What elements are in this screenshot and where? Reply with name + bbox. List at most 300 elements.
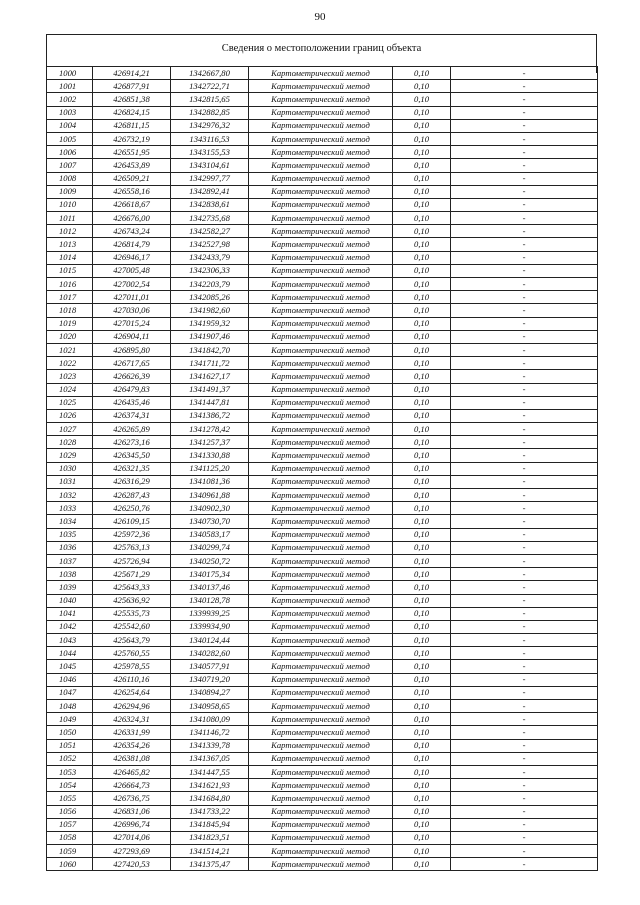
point-number-cell: 1030 xyxy=(47,462,93,475)
table-row xyxy=(47,647,598,660)
description-cell: - xyxy=(451,198,598,211)
x-coordinate-cell: 425671,29 xyxy=(93,568,171,581)
precision-cell: 0,10 xyxy=(393,686,451,699)
description-cell: - xyxy=(451,818,598,831)
x-coordinate-cell: 425535,73 xyxy=(93,607,171,620)
table-row xyxy=(47,515,598,528)
precision-cell: 0,10 xyxy=(393,779,451,792)
y-coordinate-cell: 1340902,30 xyxy=(171,502,249,515)
x-coordinate-cell: 426324,31 xyxy=(93,713,171,726)
precision-cell: 0,10 xyxy=(393,278,451,291)
precision-cell: 0,10 xyxy=(393,436,451,449)
point-number-cell: 1008 xyxy=(47,172,93,185)
x-coordinate-cell: 426381,08 xyxy=(93,752,171,765)
precision-cell: 0,10 xyxy=(393,106,451,119)
description-cell: - xyxy=(451,713,598,726)
description-cell: - xyxy=(451,423,598,436)
x-coordinate-cell: 426895,80 xyxy=(93,343,171,356)
y-coordinate-cell: 1341823,51 xyxy=(171,831,249,844)
table-row xyxy=(47,594,598,607)
point-number-cell: 1058 xyxy=(47,831,93,844)
method-cell: Картометрический метод xyxy=(249,594,393,607)
description-cell: - xyxy=(451,291,598,304)
method-cell: Картометрический метод xyxy=(249,818,393,831)
method-cell: Картометрический метод xyxy=(249,792,393,805)
x-coordinate-cell: 427420,53 xyxy=(93,858,171,871)
x-coordinate-cell: 426331,99 xyxy=(93,726,171,739)
y-coordinate-cell: 1342527,98 xyxy=(171,238,249,251)
table-row xyxy=(47,159,598,172)
x-coordinate-cell: 426736,75 xyxy=(93,792,171,805)
description-cell: - xyxy=(451,594,598,607)
precision-cell: 0,10 xyxy=(393,291,451,304)
y-coordinate-cell: 1341959,32 xyxy=(171,317,249,330)
y-coordinate-cell: 1341982,60 xyxy=(171,304,249,317)
x-coordinate-cell: 427002,54 xyxy=(93,278,171,291)
precision-cell: 0,10 xyxy=(393,568,451,581)
point-number-cell: 1013 xyxy=(47,238,93,251)
table-row xyxy=(47,620,598,633)
precision-cell: 0,10 xyxy=(393,185,451,198)
x-coordinate-cell: 426551,95 xyxy=(93,146,171,159)
table-row xyxy=(47,423,598,436)
x-coordinate-cell: 426814,79 xyxy=(93,238,171,251)
precision-cell: 0,10 xyxy=(393,146,451,159)
description-cell: - xyxy=(451,502,598,515)
point-number-cell: 1045 xyxy=(47,660,93,673)
description-cell: - xyxy=(451,449,598,462)
precision-cell: 0,10 xyxy=(393,581,451,594)
x-coordinate-cell: 426479,83 xyxy=(93,383,171,396)
y-coordinate-cell: 1341367,05 xyxy=(171,752,249,765)
description-cell: - xyxy=(451,752,598,765)
table-row xyxy=(47,93,598,106)
method-cell: Картометрический метод xyxy=(249,304,393,317)
method-cell: Картометрический метод xyxy=(249,568,393,581)
table-row xyxy=(47,146,598,159)
y-coordinate-cell: 1342203,79 xyxy=(171,278,249,291)
method-cell: Картометрический метод xyxy=(249,713,393,726)
point-number-cell: 1018 xyxy=(47,304,93,317)
point-number-cell: 1020 xyxy=(47,330,93,343)
table-body xyxy=(47,67,598,871)
description-cell: - xyxy=(451,647,598,660)
description-cell: - xyxy=(451,304,598,317)
table-row xyxy=(47,581,598,594)
method-cell: Картометрический метод xyxy=(249,528,393,541)
point-number-cell: 1027 xyxy=(47,423,93,436)
x-coordinate-cell: 426996,74 xyxy=(93,818,171,831)
table-row xyxy=(47,251,598,264)
precision-cell: 0,10 xyxy=(393,700,451,713)
description-cell: - xyxy=(451,93,598,106)
method-cell: Картометрический метод xyxy=(249,541,393,554)
table-row xyxy=(47,554,598,567)
y-coordinate-cell: 1340128,78 xyxy=(171,594,249,607)
method-cell: Картометрический метод xyxy=(249,607,393,620)
x-coordinate-cell: 426354,26 xyxy=(93,739,171,752)
point-number-cell: 1011 xyxy=(47,212,93,225)
table-row xyxy=(47,528,598,541)
point-number-cell: 1024 xyxy=(47,383,93,396)
point-number-cell: 1002 xyxy=(47,93,93,106)
description-cell: - xyxy=(451,700,598,713)
table-row xyxy=(47,67,598,80)
point-number-cell: 1019 xyxy=(47,317,93,330)
table-row xyxy=(47,106,598,119)
description-cell: - xyxy=(451,278,598,291)
y-coordinate-cell: 1342722,71 xyxy=(171,80,249,93)
method-cell: Картометрический метод xyxy=(249,383,393,396)
description-cell: - xyxy=(451,489,598,502)
method-cell: Картометрический метод xyxy=(249,462,393,475)
precision-cell: 0,10 xyxy=(393,93,451,106)
table-row xyxy=(47,462,598,475)
point-number-cell: 1048 xyxy=(47,700,93,713)
table-row xyxy=(47,634,598,647)
y-coordinate-cell: 1340299,74 xyxy=(171,541,249,554)
point-number-cell: 1034 xyxy=(47,515,93,528)
method-cell: Картометрический метод xyxy=(249,647,393,660)
precision-cell: 0,10 xyxy=(393,726,451,739)
method-cell: Картометрический метод xyxy=(249,739,393,752)
method-cell: Картометрический метод xyxy=(249,278,393,291)
method-cell: Картометрический метод xyxy=(249,185,393,198)
point-number-cell: 1023 xyxy=(47,370,93,383)
y-coordinate-cell: 1341711,72 xyxy=(171,357,249,370)
x-coordinate-cell: 426374,31 xyxy=(93,409,171,422)
table-row xyxy=(47,449,598,462)
precision-cell: 0,10 xyxy=(393,792,451,805)
x-coordinate-cell: 426558,16 xyxy=(93,185,171,198)
y-coordinate-cell: 1340124,44 xyxy=(171,634,249,647)
x-coordinate-cell: 425643,79 xyxy=(93,634,171,647)
description-cell: - xyxy=(451,673,598,686)
point-number-cell: 1022 xyxy=(47,357,93,370)
x-coordinate-cell: 426254,64 xyxy=(93,686,171,699)
method-cell: Картометрический метод xyxy=(249,343,393,356)
point-number-cell: 1042 xyxy=(47,620,93,633)
point-number-cell: 1026 xyxy=(47,409,93,422)
x-coordinate-cell: 426110,16 xyxy=(93,673,171,686)
precision-cell: 0,10 xyxy=(393,119,451,132)
description-cell: - xyxy=(451,739,598,752)
y-coordinate-cell: 1340894,27 xyxy=(171,686,249,699)
description-cell: - xyxy=(451,370,598,383)
description-cell: - xyxy=(451,251,598,264)
table-row xyxy=(47,317,598,330)
table-row xyxy=(47,818,598,831)
method-cell: Картометрический метод xyxy=(249,845,393,858)
x-coordinate-cell: 426321,35 xyxy=(93,462,171,475)
table-row xyxy=(47,502,598,515)
description-cell: - xyxy=(451,185,598,198)
precision-cell: 0,10 xyxy=(393,831,451,844)
description-cell: - xyxy=(451,80,598,93)
table-row xyxy=(47,409,598,422)
method-cell: Картометрический метод xyxy=(249,475,393,488)
method-cell: Картометрический метод xyxy=(249,449,393,462)
x-coordinate-cell: 426717,65 xyxy=(93,357,171,370)
table-row xyxy=(47,291,598,304)
precision-cell: 0,10 xyxy=(393,251,451,264)
method-cell: Картометрический метод xyxy=(249,93,393,106)
method-cell: Картометрический метод xyxy=(249,119,393,132)
description-cell: - xyxy=(451,264,598,277)
method-cell: Картометрический метод xyxy=(249,726,393,739)
x-coordinate-cell: 427011,01 xyxy=(93,291,171,304)
y-coordinate-cell: 1341627,17 xyxy=(171,370,249,383)
y-coordinate-cell: 1343155,53 xyxy=(171,146,249,159)
point-number-cell: 1056 xyxy=(47,805,93,818)
description-cell: - xyxy=(451,581,598,594)
y-coordinate-cell: 1341278,42 xyxy=(171,423,249,436)
point-number-cell: 1054 xyxy=(47,779,93,792)
precision-cell: 0,10 xyxy=(393,462,451,475)
table-row xyxy=(47,792,598,805)
description-cell: - xyxy=(451,146,598,159)
table-row xyxy=(47,172,598,185)
method-cell: Картометрический метод xyxy=(249,515,393,528)
coordinates-table xyxy=(46,66,598,871)
x-coordinate-cell: 425636,92 xyxy=(93,594,171,607)
precision-cell: 0,10 xyxy=(393,357,451,370)
method-cell: Картометрический метод xyxy=(249,554,393,567)
x-coordinate-cell: 425760,55 xyxy=(93,647,171,660)
method-cell: Картометрический метод xyxy=(249,132,393,145)
y-coordinate-cell: 1342882,85 xyxy=(171,106,249,119)
precision-cell: 0,10 xyxy=(393,541,451,554)
x-coordinate-cell: 425978,55 xyxy=(93,660,171,673)
y-coordinate-cell: 1342582,27 xyxy=(171,225,249,238)
point-number-cell: 1051 xyxy=(47,739,93,752)
precision-cell: 0,10 xyxy=(393,845,451,858)
point-number-cell: 1031 xyxy=(47,475,93,488)
precision-cell: 0,10 xyxy=(393,172,451,185)
y-coordinate-cell: 1340719,20 xyxy=(171,673,249,686)
point-number-cell: 1035 xyxy=(47,528,93,541)
table-row xyxy=(47,80,598,93)
y-coordinate-cell: 1342735,68 xyxy=(171,212,249,225)
description-cell: - xyxy=(451,396,598,409)
table-row xyxy=(47,304,598,317)
point-number-cell: 1028 xyxy=(47,436,93,449)
y-coordinate-cell: 1342892,41 xyxy=(171,185,249,198)
x-coordinate-cell: 426316,29 xyxy=(93,475,171,488)
point-number-cell: 1036 xyxy=(47,541,93,554)
point-number-cell: 1040 xyxy=(47,594,93,607)
description-cell: - xyxy=(451,225,598,238)
x-coordinate-cell: 425542,60 xyxy=(93,620,171,633)
y-coordinate-cell: 1341621,93 xyxy=(171,779,249,792)
precision-cell: 0,10 xyxy=(393,409,451,422)
description-cell: - xyxy=(451,119,598,132)
y-coordinate-cell: 1342997,77 xyxy=(171,172,249,185)
precision-cell: 0,10 xyxy=(393,132,451,145)
precision-cell: 0,10 xyxy=(393,304,451,317)
description-cell: - xyxy=(451,343,598,356)
precision-cell: 0,10 xyxy=(393,238,451,251)
description-cell: - xyxy=(451,541,598,554)
x-coordinate-cell: 426877,91 xyxy=(93,80,171,93)
y-coordinate-cell: 1342667,80 xyxy=(171,67,249,80)
method-cell: Картометрический метод xyxy=(249,198,393,211)
x-coordinate-cell: 426851,38 xyxy=(93,93,171,106)
table-row xyxy=(47,739,598,752)
table-row xyxy=(47,330,598,343)
y-coordinate-cell: 1341684,80 xyxy=(171,792,249,805)
x-coordinate-cell: 427293,69 xyxy=(93,845,171,858)
table-row xyxy=(47,489,598,502)
method-cell: Картометрический метод xyxy=(249,831,393,844)
table-row xyxy=(47,713,598,726)
point-number-cell: 1059 xyxy=(47,845,93,858)
method-cell: Картометрический метод xyxy=(249,251,393,264)
y-coordinate-cell: 1340730,70 xyxy=(171,515,249,528)
y-coordinate-cell: 1341125,20 xyxy=(171,462,249,475)
y-coordinate-cell: 1341491,37 xyxy=(171,383,249,396)
point-number-cell: 1055 xyxy=(47,792,93,805)
description-cell: - xyxy=(451,620,598,633)
description-cell: - xyxy=(451,726,598,739)
method-cell: Картометрический метод xyxy=(249,212,393,225)
y-coordinate-cell: 1341447,81 xyxy=(171,396,249,409)
precision-cell: 0,10 xyxy=(393,818,451,831)
table-row xyxy=(47,383,598,396)
precision-cell: 0,10 xyxy=(393,752,451,765)
method-cell: Картометрический метод xyxy=(249,106,393,119)
method-cell: Картометрический метод xyxy=(249,436,393,449)
x-coordinate-cell: 426743,24 xyxy=(93,225,171,238)
y-coordinate-cell: 1340577,91 xyxy=(171,660,249,673)
table-row xyxy=(47,119,598,132)
y-coordinate-cell: 1341339,78 xyxy=(171,739,249,752)
method-cell: Картометрический метод xyxy=(249,330,393,343)
method-cell: Картометрический метод xyxy=(249,765,393,778)
description-cell: - xyxy=(451,845,598,858)
method-cell: Картометрический метод xyxy=(249,779,393,792)
precision-cell: 0,10 xyxy=(393,647,451,660)
description-cell: - xyxy=(451,805,598,818)
description-cell: - xyxy=(451,634,598,647)
x-coordinate-cell: 425972,36 xyxy=(93,528,171,541)
precision-cell: 0,10 xyxy=(393,489,451,502)
precision-cell: 0,10 xyxy=(393,317,451,330)
x-coordinate-cell: 426509,21 xyxy=(93,172,171,185)
table-row xyxy=(47,475,598,488)
precision-cell: 0,10 xyxy=(393,673,451,686)
point-number-cell: 1015 xyxy=(47,264,93,277)
point-number-cell: 1046 xyxy=(47,673,93,686)
point-number-cell: 1032 xyxy=(47,489,93,502)
method-cell: Картометрический метод xyxy=(249,700,393,713)
method-cell: Картометрический метод xyxy=(249,146,393,159)
method-cell: Картометрический метод xyxy=(249,172,393,185)
table-row xyxy=(47,805,598,818)
precision-cell: 0,10 xyxy=(393,449,451,462)
method-cell: Картометрический метод xyxy=(249,159,393,172)
description-cell: - xyxy=(451,330,598,343)
point-number-cell: 1000 xyxy=(47,67,93,80)
table-row xyxy=(47,343,598,356)
method-cell: Картометрический метод xyxy=(249,225,393,238)
point-number-cell: 1010 xyxy=(47,198,93,211)
point-number-cell: 1017 xyxy=(47,291,93,304)
table-row xyxy=(47,541,598,554)
x-coordinate-cell: 426732,19 xyxy=(93,132,171,145)
description-cell: - xyxy=(451,409,598,422)
precision-cell: 0,10 xyxy=(393,330,451,343)
table-row xyxy=(47,858,598,871)
table-row xyxy=(47,660,598,673)
description-cell: - xyxy=(451,436,598,449)
y-coordinate-cell: 1341514,21 xyxy=(171,845,249,858)
point-number-cell: 1029 xyxy=(47,449,93,462)
x-coordinate-cell: 427014,06 xyxy=(93,831,171,844)
y-coordinate-cell: 1343116,53 xyxy=(171,132,249,145)
x-coordinate-cell: 427015,24 xyxy=(93,317,171,330)
x-coordinate-cell: 425726,94 xyxy=(93,554,171,567)
x-coordinate-cell: 426109,15 xyxy=(93,515,171,528)
description-cell: - xyxy=(451,554,598,567)
point-number-cell: 1012 xyxy=(47,225,93,238)
y-coordinate-cell: 1342838,61 xyxy=(171,198,249,211)
y-coordinate-cell: 1341080,09 xyxy=(171,713,249,726)
precision-cell: 0,10 xyxy=(393,765,451,778)
point-number-cell: 1005 xyxy=(47,132,93,145)
point-number-cell: 1009 xyxy=(47,185,93,198)
description-cell: - xyxy=(451,660,598,673)
point-number-cell: 1050 xyxy=(47,726,93,739)
point-number-cell: 1043 xyxy=(47,634,93,647)
point-number-cell: 1041 xyxy=(47,607,93,620)
y-coordinate-cell: 1341257,37 xyxy=(171,436,249,449)
method-cell: Картометрический метод xyxy=(249,370,393,383)
table-row xyxy=(47,357,598,370)
description-cell: - xyxy=(451,686,598,699)
table-row xyxy=(47,700,598,713)
precision-cell: 0,10 xyxy=(393,620,451,633)
point-number-cell: 1037 xyxy=(47,554,93,567)
x-coordinate-cell: 427005,48 xyxy=(93,264,171,277)
method-cell: Картометрический метод xyxy=(249,620,393,633)
precision-cell: 0,10 xyxy=(393,80,451,93)
x-coordinate-cell: 426250,76 xyxy=(93,502,171,515)
x-coordinate-cell: 426676,00 xyxy=(93,212,171,225)
table-row xyxy=(47,264,598,277)
table-row xyxy=(47,185,598,198)
table-row xyxy=(47,436,598,449)
point-number-cell: 1004 xyxy=(47,119,93,132)
y-coordinate-cell: 1339934,90 xyxy=(171,620,249,633)
y-coordinate-cell: 1341081,36 xyxy=(171,475,249,488)
point-number-cell: 1049 xyxy=(47,713,93,726)
method-cell: Картометрический метод xyxy=(249,423,393,436)
table-row xyxy=(47,238,598,251)
precision-cell: 0,10 xyxy=(393,594,451,607)
point-number-cell: 1052 xyxy=(47,752,93,765)
precision-cell: 0,10 xyxy=(393,225,451,238)
precision-cell: 0,10 xyxy=(393,198,451,211)
method-cell: Картометрический метод xyxy=(249,409,393,422)
y-coordinate-cell: 1341146,72 xyxy=(171,726,249,739)
y-coordinate-cell: 1342306,33 xyxy=(171,264,249,277)
x-coordinate-cell: 426618,67 xyxy=(93,198,171,211)
description-cell: - xyxy=(451,528,598,541)
description-cell: - xyxy=(451,779,598,792)
method-cell: Картометрический метод xyxy=(249,686,393,699)
method-cell: Картометрический метод xyxy=(249,805,393,818)
